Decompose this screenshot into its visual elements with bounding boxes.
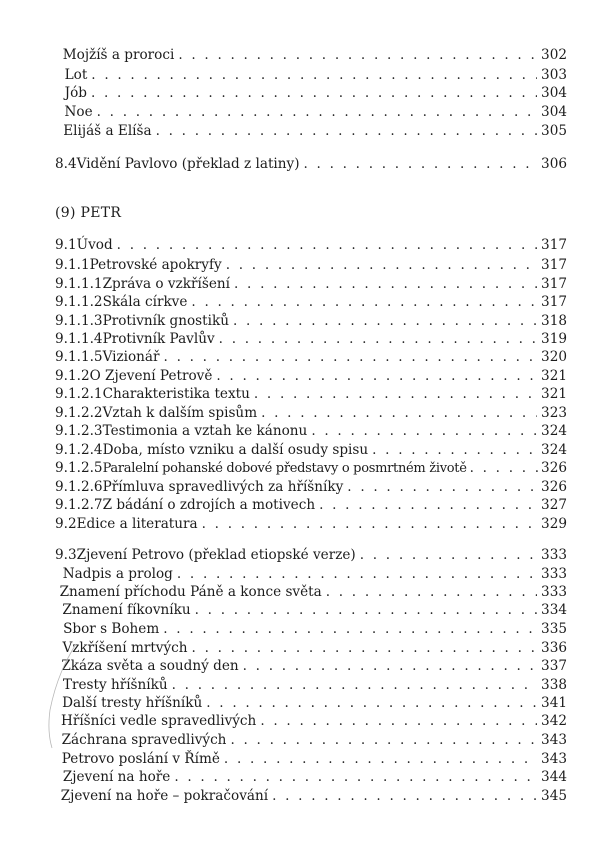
leader-dots <box>254 385 537 403</box>
toc-entry <box>55 583 567 601</box>
toc-entry <box>55 712 567 730</box>
toc-entry-title: Petrovské apokryfy <box>89 257 222 273</box>
toc-entry-title: Sbor s Bohem <box>63 621 160 637</box>
toc-entry <box>55 639 567 657</box>
toc-entry-page: 304 <box>541 104 567 120</box>
toc-entry <box>55 385 567 403</box>
toc-entry-page: 317 <box>541 276 567 292</box>
toc-entry-number: 9.1.1.2 <box>55 294 103 310</box>
toc-entry-number: 9.1.2.6 <box>55 479 103 495</box>
toc-entry <box>55 348 567 366</box>
toc-entry-title: Hříšníci vedle spravedlivých <box>60 713 257 729</box>
toc-entry-number: 8.4 <box>55 156 77 172</box>
toc-entry <box>55 768 567 786</box>
leader-dots <box>243 657 537 675</box>
toc-entry-number: 9.2 <box>55 516 77 532</box>
toc-entry-page: 317 <box>541 257 567 273</box>
leader-dots <box>272 787 537 805</box>
leader-dots <box>164 348 537 366</box>
toc-entry-number: 9.1.1 <box>55 257 90 273</box>
toc-entry-page: 323 <box>541 405 567 421</box>
toc-entry <box>55 676 567 694</box>
toc-entry-number: 9.1.1.3 <box>55 313 103 329</box>
leader-dots <box>192 639 537 657</box>
toc-entry-title: Zjevení Petrovo (překlad etiopské verze) <box>76 547 356 563</box>
leader-dots <box>91 66 537 84</box>
toc-entry <box>55 750 567 768</box>
leader-dots <box>191 293 537 311</box>
leader-dots <box>172 676 537 694</box>
toc-entry <box>55 256 567 274</box>
toc-entry-title: Noe <box>64 104 93 120</box>
toc-entry-page: 303 <box>541 67 567 83</box>
leader-dots <box>177 565 537 583</box>
toc-entry-page: 337 <box>541 658 567 674</box>
leader-dots <box>174 768 537 786</box>
leader-dots <box>195 601 537 619</box>
toc-entry-number: 9.1.2.3 <box>55 423 103 439</box>
toc-entry <box>55 103 567 121</box>
toc-entry-title: Zkáza světa a soudný den <box>61 658 239 674</box>
toc-entry-page: 333 <box>541 566 567 582</box>
leader-dots <box>326 583 537 601</box>
toc-entry <box>55 84 567 102</box>
toc-entry-page: 321 <box>541 386 567 402</box>
toc-entry <box>55 236 567 254</box>
toc-entry-title: Elijáš a Elíša <box>63 123 152 139</box>
toc-entry-title: Lot <box>64 67 88 83</box>
toc-entry-page: 317 <box>541 237 567 253</box>
toc-entry-title: Zjevení na hoře <box>62 769 171 785</box>
toc-entry <box>55 620 567 638</box>
toc-entry-title: Edice a literatura <box>76 516 198 532</box>
toc-entry-page: 326 <box>541 460 567 476</box>
leader-dots <box>91 84 537 102</box>
toc-entry-page: 324 <box>541 442 567 458</box>
toc-entry-title: Skála církve <box>102 294 188 310</box>
toc-entry-page: 319 <box>541 331 567 347</box>
toc-entry-title: Znamení příchodu Páně a konce světa <box>59 584 322 600</box>
toc-entry-page: 321 <box>541 368 567 384</box>
leader-dots <box>260 712 537 730</box>
toc-entry-page: 343 <box>541 751 567 767</box>
toc-entry-number: 9.1.2.5 <box>55 460 103 476</box>
toc-entry-title: Vzkříšení mrtvých <box>62 640 188 656</box>
toc-entry <box>55 496 567 514</box>
toc-entry-page: 320 <box>541 349 567 365</box>
toc-entry-number: 9.1.1.5 <box>55 349 103 365</box>
leader-dots <box>117 236 537 254</box>
leader-dots <box>178 46 537 64</box>
toc-entry-title: Zpráva o vzkříšení <box>102 276 230 292</box>
leader-dots <box>224 750 537 768</box>
leader-dots <box>230 731 537 749</box>
leader-dots <box>319 496 537 514</box>
toc-entry <box>55 422 567 440</box>
section-heading: (9) PETR <box>55 205 122 221</box>
toc-entry-title: Úvod <box>76 237 113 253</box>
leader-dots <box>206 694 537 712</box>
toc-entry-page: 338 <box>541 677 567 693</box>
toc-entry-9-3 <box>55 546 567 564</box>
leader-dots <box>360 546 537 564</box>
toc-entry-page: 327 <box>541 497 567 513</box>
toc-entry-number: 9.1.2.1 <box>55 386 103 402</box>
pencil-mark <box>44 640 84 750</box>
toc-entry-number: 9.1.1.4 <box>55 331 103 347</box>
toc-entry-number: 9.1.1.1 <box>55 276 103 292</box>
toc-entry-title: Znamení fíkovníku <box>62 602 191 618</box>
leader-dots <box>97 103 537 121</box>
toc-entry-page: 306 <box>541 156 567 172</box>
toc-entry-page: 317 <box>541 294 567 310</box>
leader-dots <box>233 312 537 330</box>
toc-entry-page: 326 <box>541 479 567 495</box>
toc-entry-title: Testimonia a vztah ke kánonu <box>102 423 308 439</box>
toc-entry-page: 318 <box>541 313 567 329</box>
toc-entry <box>55 459 567 477</box>
toc-entry-title: Tresty hříšníků <box>62 677 168 693</box>
toc-entry <box>55 694 567 712</box>
toc-entry-title: Z bádání o zdrojích a motivech <box>102 497 316 513</box>
toc-entry-title: Záchrana spravedlivých <box>61 732 227 748</box>
leader-dots <box>219 330 537 348</box>
leader-dots <box>470 459 538 477</box>
toc-entry-title: Přímluva spravedlivých za hříšníky <box>102 479 344 495</box>
leader-dots <box>156 122 537 140</box>
toc-entry <box>55 404 567 422</box>
toc-entry-number: 9.1.2.4 <box>55 442 103 458</box>
toc-entry-page: 305 <box>541 123 567 139</box>
toc-entry-title: Vidění Pavlovo (překlad z latiny) <box>76 156 300 172</box>
leader-dots <box>347 478 537 496</box>
toc-entry-title: Zjevení na hoře – pokračování <box>60 788 269 804</box>
toc-entry-8-4 <box>55 155 567 173</box>
toc-entry-page: 333 <box>541 584 567 600</box>
toc-entry <box>55 312 567 330</box>
toc-entry <box>55 66 567 84</box>
toc-entry-page: 342 <box>541 713 567 729</box>
leader-dots <box>234 275 537 293</box>
toc-entry-number: 9.1 <box>55 237 77 253</box>
toc-entry-title: Vztah k dalším spisům <box>102 405 258 421</box>
toc-entry <box>55 478 567 496</box>
toc-entry-page: 333 <box>541 547 567 563</box>
toc-entry-title: Mojžíš a proroci <box>62 47 175 63</box>
toc-entry-title: O Zjevení Petrově <box>89 368 213 384</box>
toc-entry <box>55 515 567 533</box>
toc-entry <box>55 122 567 140</box>
toc-entry-title: Nadpis a prolog <box>62 566 173 582</box>
toc-entry-page: 336 <box>541 640 567 656</box>
toc-entry-number: 9.3 <box>55 547 77 563</box>
toc-entry-page: 302 <box>541 47 567 63</box>
toc-entry-title: Petrovo poslání v Římě <box>61 751 220 767</box>
toc-entry-page: 329 <box>541 516 567 532</box>
leader-dots <box>311 422 537 440</box>
toc-entry-title: Paralelní pohanské dobové představy o posmrtném životě <box>102 461 467 476</box>
toc-entry <box>55 293 567 311</box>
leader-dots <box>216 367 537 385</box>
toc-entry-title: Jób <box>64 85 87 101</box>
toc-entry-page: 344 <box>541 769 567 785</box>
toc-entry <box>55 657 567 675</box>
toc-entry <box>55 330 567 348</box>
toc-entry <box>55 441 567 459</box>
toc-entry-page: 345 <box>541 788 567 804</box>
leader-dots <box>163 620 537 638</box>
toc-entry-title: Charakteristika textu <box>102 386 250 402</box>
toc-entry-page: 334 <box>541 602 567 618</box>
toc-entry <box>55 275 567 293</box>
toc-entry <box>55 787 567 805</box>
toc-entry-number: 9.1.2.7 <box>55 497 103 513</box>
toc-entry-title: Doba, místo vzniku a další osudy spisu <box>102 442 369 458</box>
toc-entry-number: 9.1.2.2 <box>55 405 103 421</box>
toc-entry <box>55 731 567 749</box>
toc-entry-title: Protivník gnostiků <box>102 313 229 329</box>
toc-entry-page: 341 <box>541 695 567 711</box>
toc-entry-page: 304 <box>541 85 567 101</box>
toc-entry <box>55 46 567 64</box>
toc-entry-title: Další tresty hříšníků <box>62 695 203 711</box>
toc-entry-number: 9.1.2 <box>55 368 90 384</box>
toc-entry-page: 324 <box>541 423 567 439</box>
leader-dots <box>372 441 537 459</box>
toc-entry-title: Protivník Pavlův <box>102 331 215 347</box>
toc-entry-page: 343 <box>541 732 567 748</box>
toc-entry-page: 335 <box>541 621 567 637</box>
leader-dots <box>261 404 537 422</box>
toc-entry <box>55 367 567 385</box>
leader-dots <box>226 256 537 274</box>
toc-entry <box>55 601 567 619</box>
toc-entry-title: Vizionář <box>102 349 160 365</box>
leader-dots <box>202 515 537 533</box>
toc-entry <box>55 565 567 583</box>
leader-dots <box>304 155 537 173</box>
